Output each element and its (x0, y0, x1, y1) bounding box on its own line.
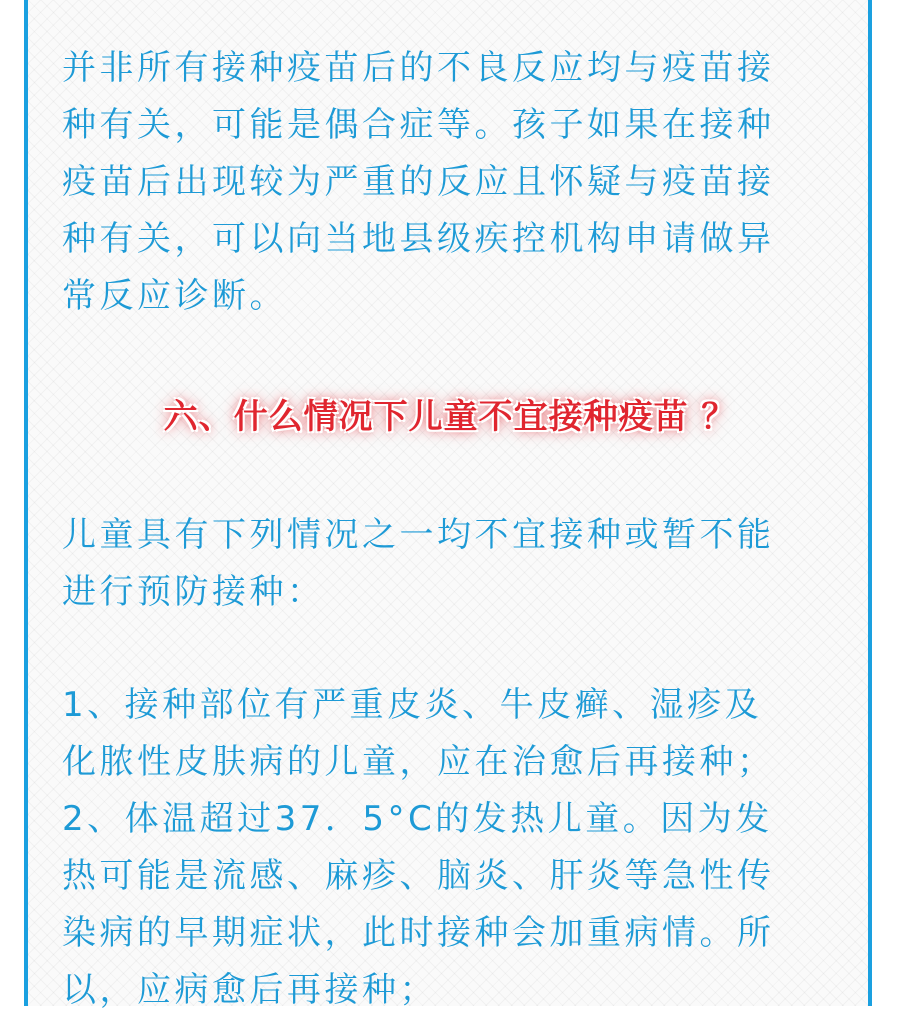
list-item-line: 2、体温超过37．5°C的发热儿童。因为发 (62, 799, 773, 839)
text-line: 疫苗后出现较为严重的反应且怀疑与疫苗接 (62, 162, 775, 202)
list-item-line: 化脓性皮肤病的儿童，应在治愈后再接种； (62, 742, 775, 782)
list-item-line: 以，应病愈后再接种； (62, 970, 437, 1010)
text-line: 进行预防接种： (62, 572, 325, 612)
text-line: 常反应诊断。 (62, 276, 287, 316)
text-line: 种有关，可能是偶合症等。孩子如果在接种 (62, 105, 775, 145)
text-line: 儿童具有下列情况之一均不宜接种或暂不能 (62, 515, 775, 555)
paragraph-adverse-reactions (62, 40, 842, 325)
list-item-line: 1、接种部位有严重皮炎、牛皮癣、湿疹及 (62, 685, 763, 725)
contraindications-list (62, 677, 842, 1019)
paragraph-contraindications-intro (62, 507, 842, 621)
list-item-line: 染病的早期症状，此时接种会加重病情。所 (62, 913, 775, 953)
text-line: 并非所有接种疫苗后的不良反应均与疫苗接 (62, 48, 775, 88)
text-line: 种有关，可以向当地县级疾控机构申请做异 (62, 219, 775, 259)
section-heading: 六、什么情况下儿童不宜接种疫苗 ？ (163, 397, 737, 437)
list-item-line: 热可能是流感、麻疹、脑炎、肝炎等急性传 (62, 856, 775, 896)
